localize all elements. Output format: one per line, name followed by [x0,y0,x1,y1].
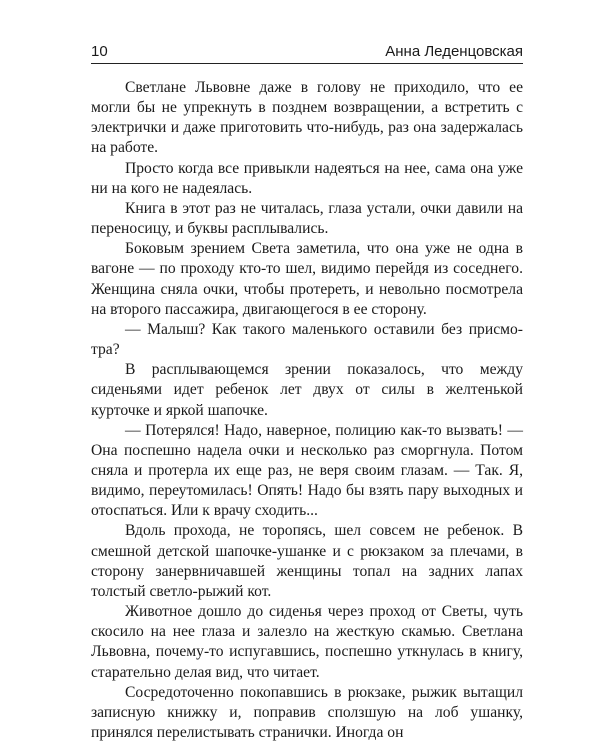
paragraph: Животное дошло до сиденья через проход от Светы, чуть скосило на нее глаза и залезло на жесткую скамью. Светлана Львовна, почему-то испугавшись, поспешно уткнулась в книгу, старательно делая вид, что читает. [91,603,523,681]
book-page [91,36,523,743]
page-number: 10 [91,43,108,60]
paragraph: — Потерялся! Надо, наверное, полицию как-то вызвать! — Она поспешно надела очки и несколько раз сморгнула. Потом сняла и протерла их еще раз, не веря своим глазам. — Так. Я, видимо, переутомилась! Опять! Надо бы взять пару выходных и отоспаться. Или к врачу сходить... [91,421,523,520]
body-text [91,78,523,743]
paragraph: Сосредоточенно покопавшись в рюкзаке, рыжик вытащил записную книжку и, поправив сползшую на лоб ушанку, принялся перелистывать странички. Иногда он [91,683,523,741]
paragraph: Книга в этот раз не читалась, глаза устали, очки давили на переносицу, и буквы расплывались. [91,199,523,238]
paragraph: Светлане Львовне даже в голову не приходило, что ее могли бы не упрекнуть в позднем возвращении, а встретить с электрички и даже приготовить что-нибудь, раз она задержалась на работе. [91,79,523,157]
paragraph: Вдоль прохода, не торопясь, шел совсем не ребенок. В смешной детской шапочке-ушанке и с рюкзаком за плечами, в сторону занервничавшей женщины топал на задних лапах толстый светло-рыжий кот. [91,522,523,600]
page-header [91,36,523,64]
paragraph: — Малыш? Как такого маленького оставили без присмотра? [91,320,523,359]
paragraph: В расплывающемся зрении показалось, что между сиденьями идет ребенок лет двух от силы в желтенькой курточке и яркой шапочке. [91,361,523,419]
paragraph: Боковым зрением Света заметила, что она уже не одна в вагоне — по проходу кто-то шел, видимо перейдя из соседнего. Женщина сняла очки, чтобы протереть, и невольно посмотрела на второго пассажира, двигающегося в ее сторону. [91,240,523,318]
running-title: Анна Леденцовская [385,43,523,60]
paragraph: Просто когда все привыкли надеяться на нее, сама она уже ни на кого не надеялась. [91,159,523,197]
